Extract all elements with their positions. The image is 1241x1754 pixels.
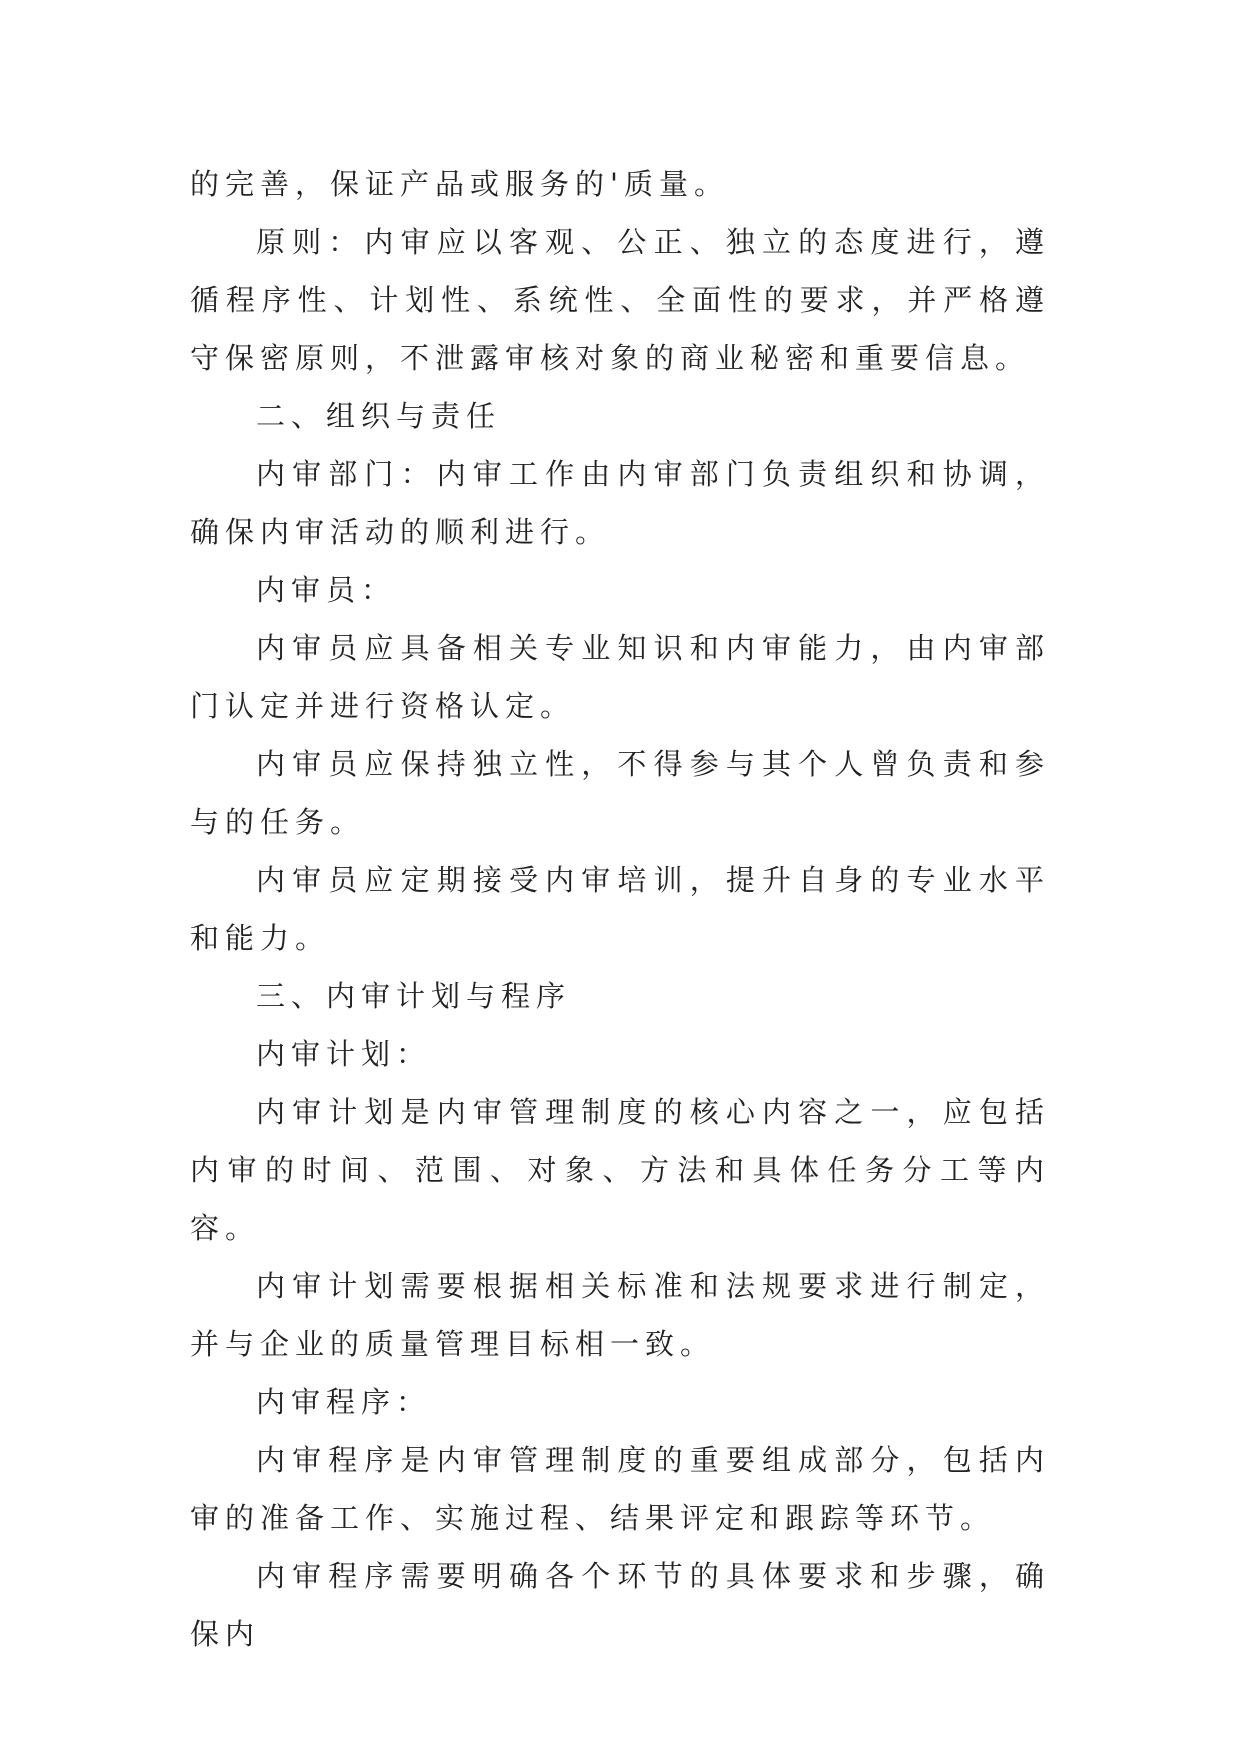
paragraph: 内审程序是内审管理制度的重要组成部分，包括内审的准备工作、实施过程、结果评定和跟踪等环节。	[190, 1443, 1050, 1535]
paragraph: 内审员应保持独立性，不得参与其个人曾负责和参与的任务。	[190, 747, 1050, 839]
paragraph: 内审计划是内审管理制度的核心内容之一，应包括内审的时间、范围、对象、方法和具体任务分工等内容。	[190, 1095, 1050, 1245]
document-body	[190, 155, 1050, 1663]
section-heading: 二、组织与责任	[256, 399, 502, 433]
subheading: 内审计划：	[256, 1037, 432, 1071]
paragraph: 原则：内审应以客观、公正、独立的态度进行，遵循程序性、计划性、系统性、全面性的要求，并严格遵守保密原则，不泄露审核对象的商业秘密和重要信息。	[190, 225, 1050, 375]
section-heading: 三、内审计划与程序	[256, 979, 572, 1013]
paragraph: 内审计划需要根据相关标准和法规要求进行制定，并与企业的质量管理目标相一致。	[190, 1269, 1050, 1361]
paragraph: 的完善，保证产品或服务的'质量。	[190, 167, 729, 201]
paragraph: 内审部门：内审工作由内审部门负责组织和协调，确保内审活动的顺利进行。	[190, 457, 1050, 549]
paragraph: 内审员应定期接受内审培训，提升自身的专业水平和能力。	[190, 863, 1050, 955]
paragraph: 内审员应具备相关专业知识和内审能力，由内审部门认定并进行资格认定。	[190, 631, 1050, 723]
subheading: 内审员：	[256, 573, 397, 607]
paragraph: 内审程序需要明确各个环节的具体要求和步骤，确保内	[190, 1559, 1050, 1651]
subheading: 内审程序：	[256, 1385, 432, 1419]
